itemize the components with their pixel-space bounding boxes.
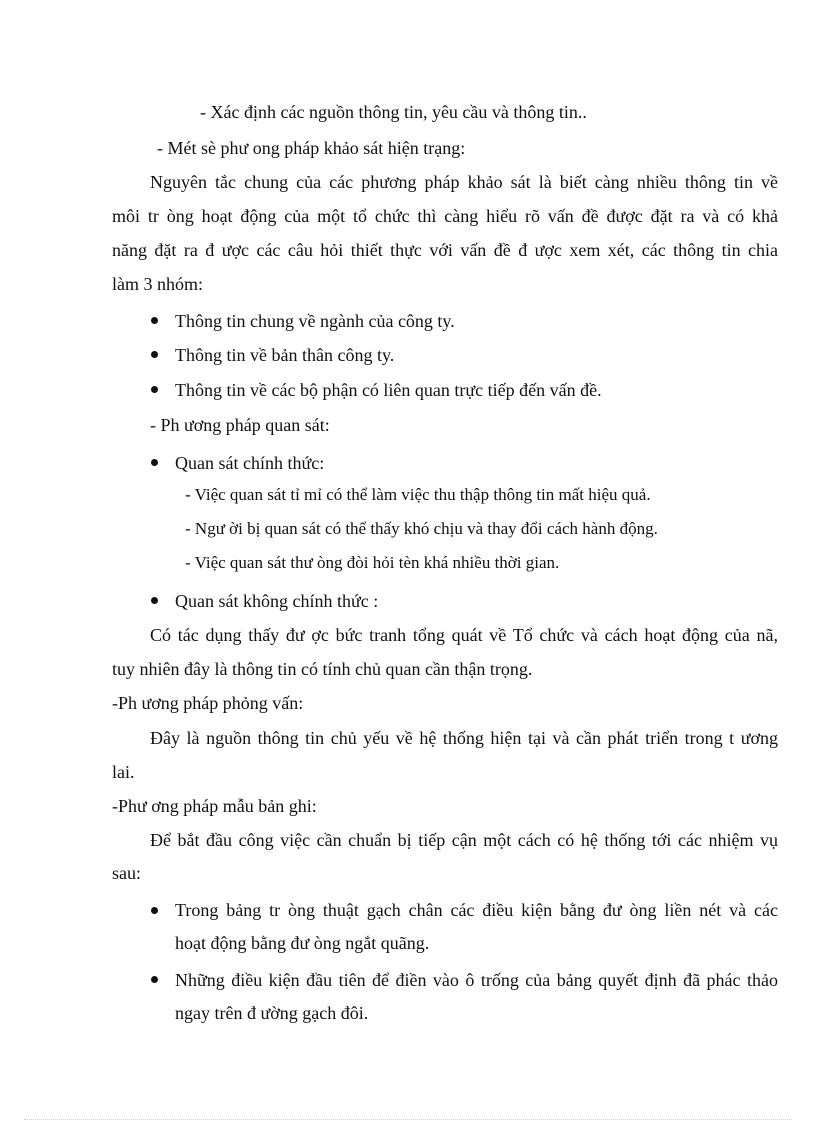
bullet-icon xyxy=(151,386,158,393)
bullet-icon xyxy=(151,976,158,983)
paragraph-record-line-1: Để bắt đầu công việc cần chuẩn bị tiếp cận một cách có hệ thống tới các nhiệm vụ xyxy=(150,830,778,850)
sub-item: - Việc quan sát tỉ mỉ có thể làm việc thu thập thông tin mất hiệu quả. xyxy=(185,485,651,504)
paragraph-record-line-2: sau: xyxy=(112,863,141,883)
section-heading-observation: - Ph ương pháp quan sát: xyxy=(150,415,330,435)
list-item: Quan sát chính thức: xyxy=(175,453,325,473)
section-heading-survey-methods: - Mét sè phư ong pháp khảo sát hiện trạng: xyxy=(157,138,466,158)
paragraph-informal-line-1: Có tác dụng thấy đư ợc bức tranh tổng quát về Tổ chức và cách hoạt động của nã, xyxy=(150,625,778,645)
bullet-icon xyxy=(151,459,158,466)
bullet-icon xyxy=(151,907,158,914)
list-item-line-1: Trong bảng tr òng thuật gạch chân các điều kiện bằng đư òng liền nét và các xyxy=(175,900,778,920)
paragraph-principle-line-1: Nguyên tắc chung của các phương pháp khảo sát là biết càng nhiều thông tin về xyxy=(150,172,778,192)
sub-item: - Việc quan sát thư òng đòi hỏi tèn khá nhiều thời gian. xyxy=(185,553,560,572)
section-heading-interview: -Ph ương pháp phỏng vấn: xyxy=(112,693,304,713)
paragraph-principle-line-2: môi tr òng hoạt động của một tổ chức thì càng hiểu rõ vấn đề được đặt ra và có khả xyxy=(112,206,778,226)
paragraph-interview-line-2: lai. xyxy=(112,762,135,782)
bullet-icon xyxy=(151,597,158,604)
list-item: Thông tin về các bộ phận có liên quan trực tiếp đến vấn đề. xyxy=(175,380,602,400)
bullet-icon xyxy=(151,351,158,358)
dash-item-sources: - Xác định các nguồn thông tin, yêu cầu và thông tin.. xyxy=(200,102,587,122)
paragraph-interview-line-1: Đây là nguồn thông tin chủ yếu về hệ thống hiện tại và cần phát triển trong t ương xyxy=(150,728,778,748)
list-item-line-2: ngay trên đ ường gạch đôi. xyxy=(175,1003,369,1023)
paragraph-informal-line-2: tuy nhiên đây là thông tin có tính chủ quan cần thận trọng. xyxy=(112,659,533,679)
bullet-icon xyxy=(151,317,158,324)
list-item-line-1: Những điều kiện đầu tiên để điền vào ô trống của bảng quyết định đã phác thảo xyxy=(175,970,778,990)
sub-item: - Ngư ời bị quan sát có thể thấy khó chịu và thay đổi cách hành động. xyxy=(185,519,658,538)
list-item: Thông tin về bản thân công ty. xyxy=(175,345,395,365)
section-heading-record-sampling: -Phư ơng pháp mẫu bản ghi: xyxy=(112,796,317,816)
list-item: Thông tin chung về ngành của công ty. xyxy=(175,311,455,331)
list-item-line-2: hoạt động bằng đư òng ngắt quãng. xyxy=(175,933,430,953)
list-item: Quan sát không chính thức : xyxy=(175,591,379,611)
page-bottom-divider xyxy=(24,1119,792,1120)
paragraph-principle-line-4: làm 3 nhóm: xyxy=(112,274,203,294)
paragraph-principle-line-3: năng đặt ra đ ược các câu hỏi thiết thực với vấn đề đ ược xem xét, các thông tin chia xyxy=(112,240,778,260)
